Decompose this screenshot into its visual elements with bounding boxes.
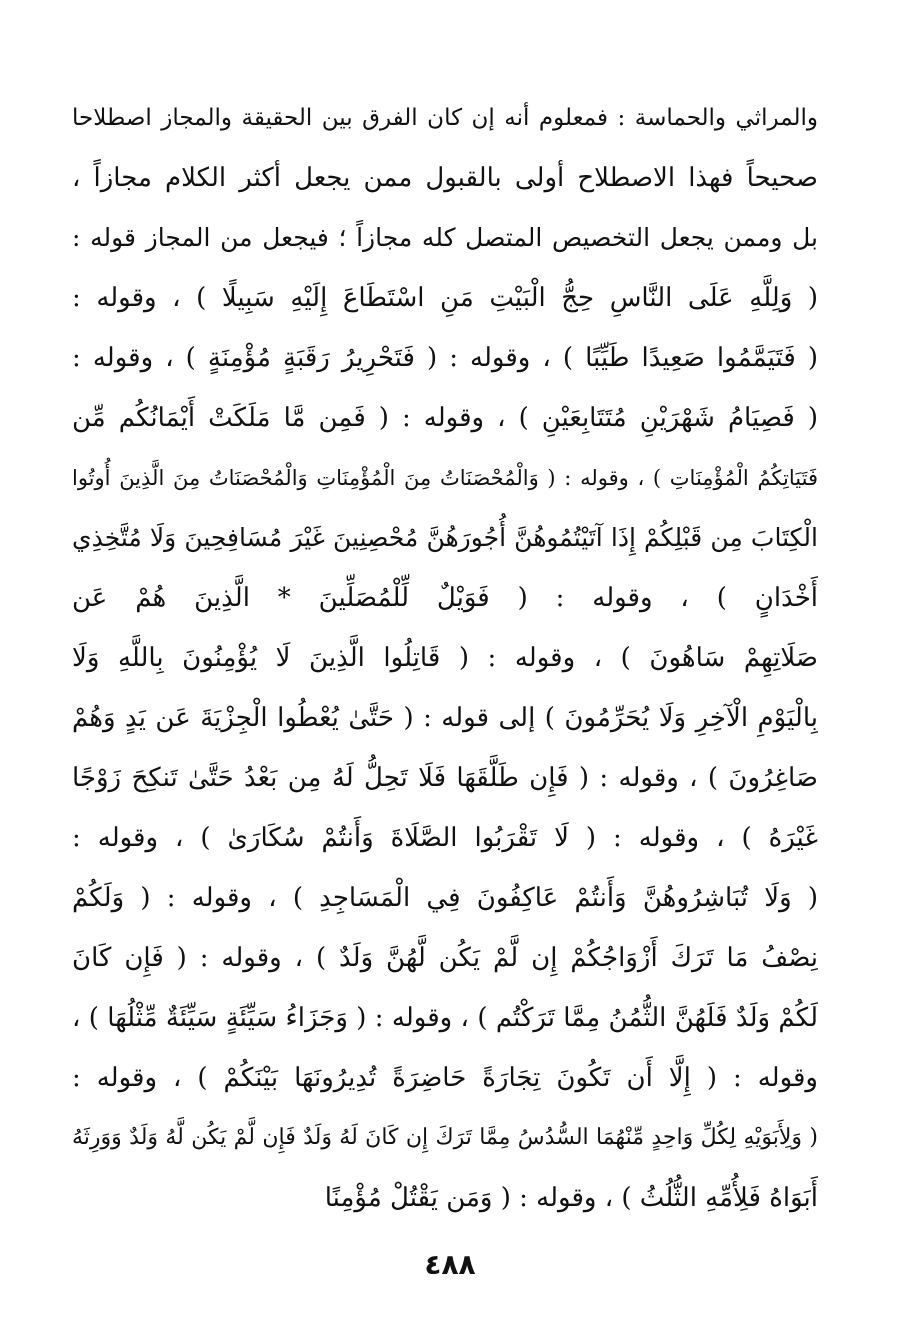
text-line: غَيْرَهُ ) ، وقوله : ( لَا تَقْرَبُوا الصَّلَاةَ وَأَنتُمْ سُكَارَىٰ ) ، وقوله : bbox=[72, 823, 818, 853]
text-line: الْكِتَابَ مِن قَبْلِكُمْ إِذَا آتَيْتُمُوهُنَّ أُجُورَهُنَّ مُحْصِنِينَ غَيْرَ مُسَافِحِينَ وَلَا مُتَّخِذِي bbox=[72, 523, 818, 552]
text-line: وقوله : ( إِلَّا أَن تَكُونَ تِجَارَةً حَاضِرَةً تُدِيرُونَهَا بَيْنَكُمْ ) ، وقوله : bbox=[72, 1063, 818, 1093]
text-line: ( فَتَيَمَّمُوا صَعِيدًا طَيِّبًا ) ، وقوله : ( فَتَحْرِيرُ رَقَبَةٍ مُؤْمِنَةٍ ) ، وقوله : bbox=[72, 343, 818, 373]
text-line: فَتَيَاتِكُمُ الْمُؤْمِنَاتِ ) ، وقوله : ( وَالْمُحْصَنَاتُ مِنَ الْمُؤْمِنَاتِ وَالْمُحْصَنَاتُ مِنَ الَّذِينَ أُوتُوا bbox=[72, 466, 818, 490]
text-line: بل وممن يجعل التخصيص المتصل كله مجازاً ؛ فيجعل من المجاز قوله : bbox=[72, 223, 818, 252]
page-body-text bbox=[72, 88, 818, 1228]
text-line: والمراثي والحماسة : فمعلوم أنه إن كان الفرق بين الحقيقة والمجاز اصطلاحا bbox=[72, 105, 818, 131]
text-line: صحيحاً فهذا الاصطلاح أولى بالقبول ممن يجعل أكثر الكلام مجازاً ، bbox=[72, 163, 818, 193]
text-line: لَكُمْ وَلَدٌ فَلَهُنَّ الثُّمُنُ مِمَّا تَرَكْتُم ) ، وقوله : ( وَجَزَاءُ سَيِّئَةٍ سَيِّئَةٌ مِّثْلُهَا ) ، bbox=[72, 1003, 818, 1033]
text-line-last: أَبَوَاهُ فَلِأُمِّهِ الثُّلُثُ ) ، وقوله : ( وَمَن يَقْتُلْ مُؤْمِنًا bbox=[324, 1183, 818, 1213]
text-line: نِصْفُ مَا تَرَكَ أَزْوَاجُكُمْ إِن لَّمْ يَكُن لَّهُنَّ وَلَدٌ ) ، وقوله : ( فَإِن كَانَ bbox=[72, 943, 818, 973]
text-line: ( فَصِيَامُ شَهْرَيْنِ مُتَتَابِعَيْنِ ) ، وقوله : ( فَمِن مَّا مَلَكَتْ أَيْمَانُكُم مِّن bbox=[72, 403, 818, 433]
text-line: ( وَلَا تُبَاشِرُوهُنَّ وَأَنتُمْ عَاكِفُونَ فِي الْمَسَاجِدِ ) ، وقوله : ( وَلَكُمْ bbox=[72, 883, 818, 913]
text-line: بِالْيَوْمِ الْآخِرِ وَلَا يُحَرِّمُونَ ) إلى قوله : ( حَتَّىٰ يُعْطُوا الْجِزْيَةَ عَن يَدٍ وَهُمْ bbox=[72, 703, 818, 733]
text-line: صَلَاتِهِمْ سَاهُونَ ) ، وقوله : ( قَاتِلُوا الَّذِينَ لَا يُؤْمِنُونَ بِاللَّهِ وَلَا bbox=[72, 643, 818, 673]
page-number: ٤٨٨ bbox=[424, 1248, 476, 1281]
text-line: صَاغِرُونَ ) ، وقوله : ( فَإِن طَلَّقَهَا فَلَا تَحِلُّ لَهُ مِن بَعْدُ حَتَّىٰ تَنكِحَ زَوْجًا bbox=[72, 763, 818, 793]
text-line: ( وَلِلَّهِ عَلَى النَّاسِ حِجُّ الْبَيْتِ مَنِ اسْتَطَاعَ إِلَيْهِ سَبِيلًا ) ، وقوله : bbox=[72, 283, 818, 313]
text-line: أَخْدَانٍ ) ، وقوله : ( فَوَيْلٌ لِّلْمُصَلِّينَ * الَّذِينَ هُمْ عَن bbox=[72, 583, 818, 613]
text-line: ( وَلِأَبَوَيْهِ لِكُلِّ وَاحِدٍ مِّنْهُمَا السُّدُسُ مِمَّا تَرَكَ إِن كَانَ لَهُ وَلَدٌ فَإِن لَّمْ يَكُن لَّهُ وَلَدٌ وَوَرِثَهُ bbox=[72, 1125, 818, 1150]
